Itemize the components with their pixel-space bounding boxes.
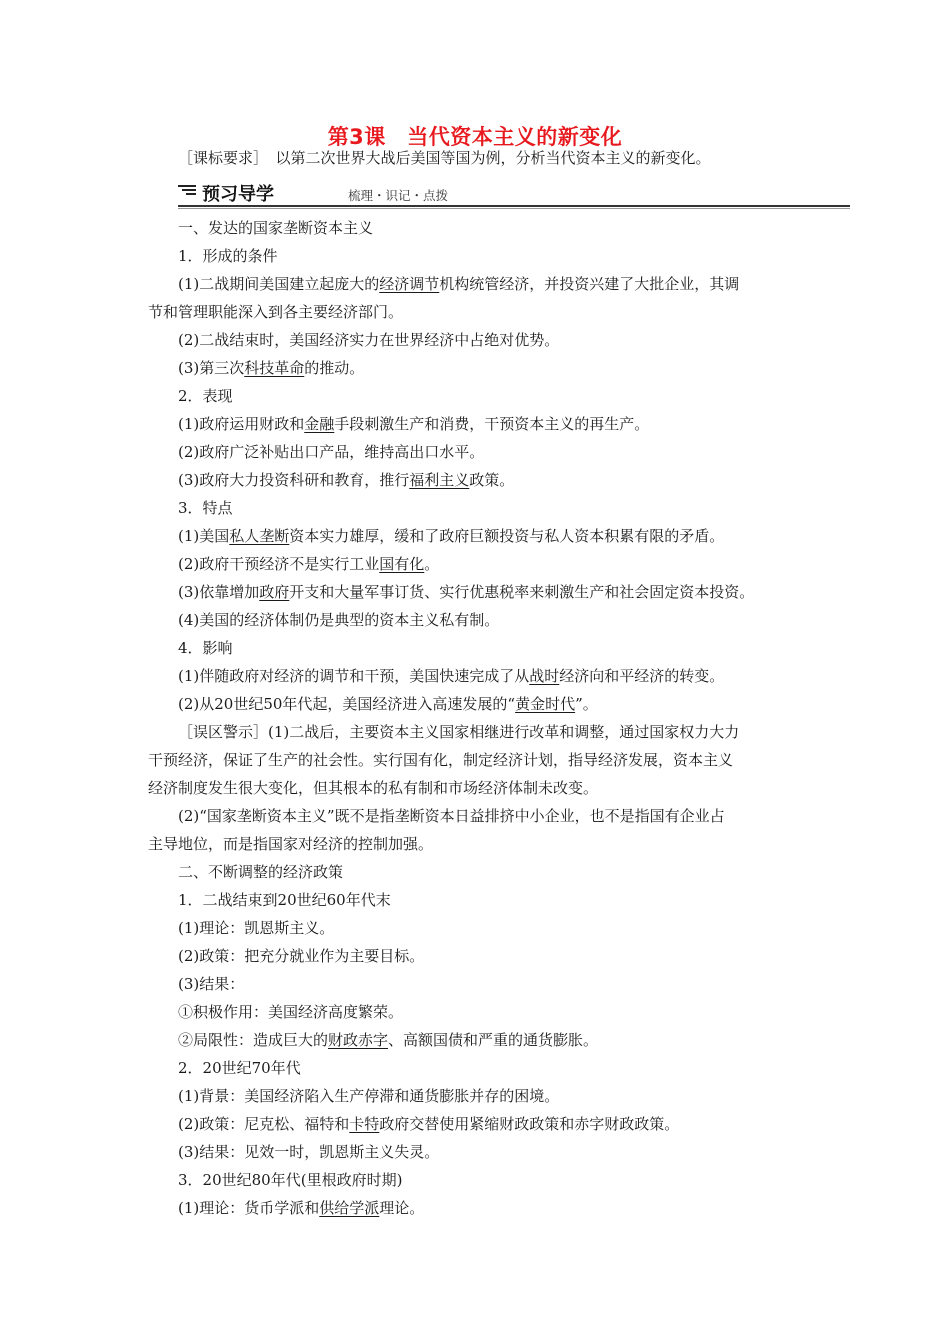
text-segment: (3)政府大力投资科研和教育，推行 xyxy=(178,471,410,489)
text-line xyxy=(178,690,838,718)
text-line xyxy=(178,382,838,410)
stripes-icon xyxy=(178,185,196,199)
text-segment: ”。 xyxy=(575,695,598,713)
text-line xyxy=(178,606,838,634)
text-segment: 干预经济，保证了生产的社会性。实行国有化，制定经济计划，指导经济发展，资本主义 xyxy=(148,751,734,769)
text-segment: 1．形成的条件 xyxy=(178,247,278,265)
text-line xyxy=(178,1110,838,1138)
text-segment: 主导地位，而是指国家对经济的控制加强。 xyxy=(148,835,434,853)
text-segment: (2)政府干预经济不是实行工业 xyxy=(178,555,380,573)
text-segment: 3．20世纪80年代(里根政府时期) xyxy=(178,1171,403,1189)
section-rule xyxy=(178,205,850,207)
text-line xyxy=(178,242,838,270)
underlined-answer: 卡特 xyxy=(349,1115,380,1133)
section-rule-thin xyxy=(178,208,850,209)
text-segment: 节和管理职能深入到各主要经济部门。 xyxy=(148,303,404,321)
text-segment: (2)政府广泛补贴出口产品，维持高出口水平。 xyxy=(178,443,485,461)
text-segment: (1)伴随政府对经济的调节和干预，美国快速完成了从 xyxy=(178,667,530,685)
text-segment: 二、不断调整的经济政策 xyxy=(178,863,344,881)
text-segment: (1)理论：货币学派和 xyxy=(178,1199,320,1217)
text-segment: 经济向和平经济的转变。 xyxy=(559,667,725,685)
text-segment: 1．二战结束到20世纪60年代末 xyxy=(178,891,391,909)
text-line xyxy=(178,998,838,1026)
document-body xyxy=(148,214,838,1222)
text-segment: 2．20世纪70年代 xyxy=(178,1059,301,1077)
text-line xyxy=(178,214,838,242)
section-band xyxy=(178,180,850,208)
section-subheading: 梳理・识记・点拨 xyxy=(348,188,449,203)
text-line xyxy=(178,970,838,998)
text-segment: (3)依靠增加 xyxy=(178,583,260,601)
text-line xyxy=(178,1054,838,1082)
underlined-answer: 国有化 xyxy=(379,555,425,573)
text-line xyxy=(178,942,838,970)
text-line xyxy=(178,550,838,578)
text-segment: 3．特点 xyxy=(178,499,233,517)
text-segment: 理论。 xyxy=(379,1199,425,1217)
underlined-answer: 财政赤字 xyxy=(328,1031,389,1049)
underlined-answer: 福利主义 xyxy=(409,471,470,489)
text-segment: 、高额国债和严重的通货膨胀。 xyxy=(388,1031,599,1049)
text-segment: (1)政府运用财政和 xyxy=(178,415,305,433)
text-line xyxy=(178,886,838,914)
underlined-answer: 金融 xyxy=(304,415,335,433)
text-line xyxy=(178,354,838,382)
text-segment: (2)政策：把充分就业作为主要目标。 xyxy=(178,947,425,965)
text-line xyxy=(178,270,838,298)
text-segment: 资本实力雄厚，缓和了政府巨额投资与私人资本积累有限的矛盾。 xyxy=(289,527,725,545)
text-segment: ①积极作用：美国经济高度繁荣。 xyxy=(178,1003,404,1021)
text-segment: (1)背景：美国经济陷入生产停滞和通货膨胀并存的困境。 xyxy=(178,1087,560,1105)
text-line xyxy=(178,1082,838,1110)
text-segment: ［误区警示］(1)二战后，主要资本主义国家相继进行改革和调整，通过国家权力大力 xyxy=(178,723,740,741)
underlined-answer: 战时 xyxy=(529,667,560,685)
text-segment: (2)从20世纪50年代起，美国经济进入高速发展的“ xyxy=(178,695,516,713)
underlined-answer: 政府 xyxy=(259,583,290,601)
text-line xyxy=(178,410,838,438)
text-line xyxy=(178,662,838,690)
text-line xyxy=(178,578,838,606)
text-segment: 。 xyxy=(424,555,440,573)
text-line xyxy=(178,634,838,662)
text-segment: (1)二战期间美国建立起庞大的 xyxy=(178,275,380,293)
curriculum-requirement: ［课标要求］ 以第二次世界大战后美国等国为例，分析当代资本主义的新变化。 xyxy=(178,149,711,167)
text-line xyxy=(178,494,838,522)
underlined-answer: 经济调节 xyxy=(379,275,440,293)
text-segment: 政策。 xyxy=(469,471,515,489)
text-segment: 政府交替使用紧缩财政政策和赤字财政政策。 xyxy=(379,1115,680,1133)
text-segment: 机构统管经济，并投资兴建了大批企业，其调 xyxy=(439,275,740,293)
text-segment: (1)理论：凯恩斯主义。 xyxy=(178,919,335,937)
text-line xyxy=(148,830,838,858)
text-segment: 一、发达的国家垄断资本主义 xyxy=(178,219,374,237)
text-line xyxy=(178,1194,838,1222)
text-line xyxy=(178,914,838,942)
text-line xyxy=(178,718,838,746)
text-segment: (1)美国 xyxy=(178,527,230,545)
text-segment: (4)美国的经济体制仍是典型的资本主义私有制。 xyxy=(178,611,500,629)
text-line xyxy=(178,1166,838,1194)
text-line xyxy=(178,466,838,494)
text-line xyxy=(178,326,838,354)
text-line xyxy=(178,802,838,830)
lesson-title: 第3课 当代资本主义的新变化 xyxy=(327,125,623,149)
underlined-answer: 供给学派 xyxy=(319,1199,380,1217)
text-line xyxy=(148,298,838,326)
section-heading: 预习导学 xyxy=(202,184,274,205)
text-segment: (2)二战结束时，美国经济实力在世界经济中占绝对优势。 xyxy=(178,331,560,349)
text-segment: (3)结果： xyxy=(178,975,245,993)
text-line xyxy=(178,438,838,466)
text-segment: 开支和大量军事订货、实行优惠税率来刺激生产和社会固定资本投资。 xyxy=(289,583,755,601)
text-segment: ②局限性：造成巨大的 xyxy=(178,1031,329,1049)
underlined-answer: 黄金时代 xyxy=(515,695,576,713)
text-segment: 的推动。 xyxy=(304,359,365,377)
text-segment: (3)结果：见效一时，凯恩斯主义失灵。 xyxy=(178,1143,440,1161)
text-line xyxy=(178,1026,838,1054)
text-segment: 2．表现 xyxy=(178,387,233,405)
text-segment: 手段刺激生产和消费，干预资本主义的再生产。 xyxy=(334,415,650,433)
text-line xyxy=(148,774,838,802)
text-line xyxy=(178,858,838,886)
text-line xyxy=(178,1138,838,1166)
text-segment: (2)“国家垄断资本主义”既不是指垄断资本日益排挤中小企业，也不是指国有企业占 xyxy=(178,807,725,825)
underlined-answer: 私人垄断 xyxy=(229,527,290,545)
text-line xyxy=(148,746,838,774)
text-segment: (3)第三次 xyxy=(178,359,245,377)
underlined-answer: 科技革命 xyxy=(244,359,305,377)
text-segment: (2)政策：尼克松、福特和 xyxy=(178,1115,350,1133)
text-segment: 经济制度发生很大变化，但其根本的私有制和市场经济体制未改变。 xyxy=(148,779,599,797)
text-segment: 4．影响 xyxy=(178,639,233,657)
text-line xyxy=(178,522,838,550)
